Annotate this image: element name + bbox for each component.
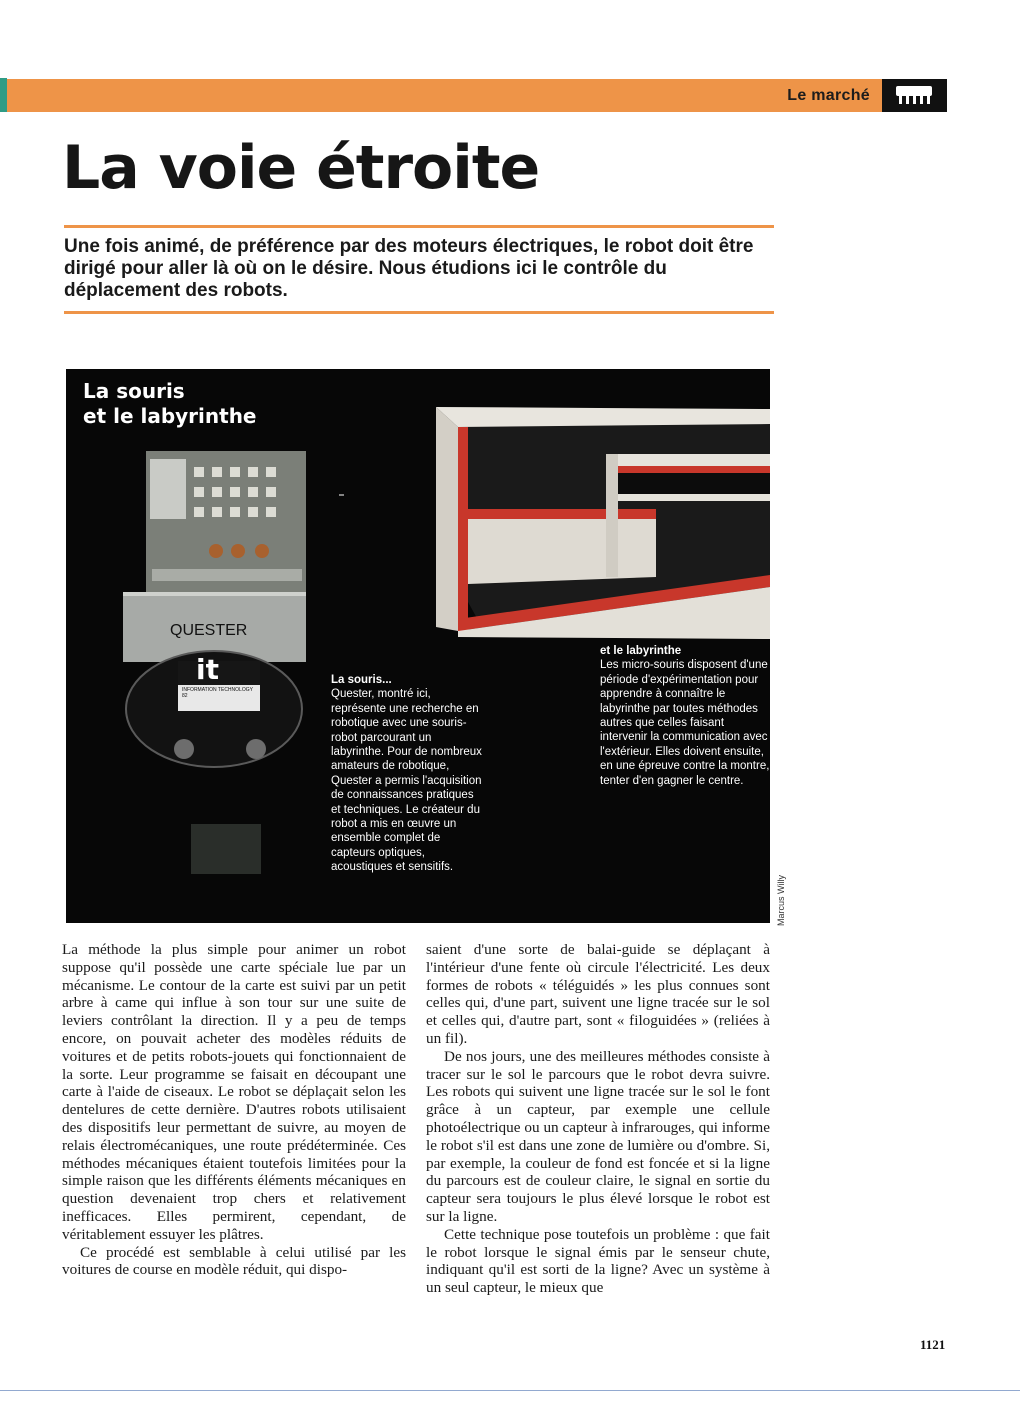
intro-bottom-rule	[64, 311, 774, 314]
body-paragraph: Ce procédé est semblable à celui utilisé par les voitures de course en modèle réduit, qui dispo-	[62, 1243, 406, 1279]
photo-credit: Marcus Willy	[776, 875, 786, 926]
caption-mouse	[331, 673, 483, 875]
caption-maze-text: Les micro-souris disposent d'une période d'expérimentation pour apprendre à connaître le labyrinthe par toutes méthodes autres que celles faisant intervenir la communication avec l'extérieur. Elles doivent ensuite, en une épreuve contre la montre, tenter d'en gagner le centre.	[600, 659, 770, 787]
body-column-2	[426, 941, 770, 1297]
body-paragraph: Cette technique pose toutefois un problème : que fait le robot lorsque le signal émis par le senseur chute, indiquant qu'il est sorti de la ligne? Avec un système à un seul capteur, le mieux que	[426, 1225, 770, 1297]
chip-icon	[882, 79, 947, 112]
page-number: 1121	[920, 1337, 946, 1352]
photo-title	[83, 379, 257, 429]
caption-mouse-text: Quester, montré ici, représente une recherche en robotique avec une souris-robot parcourant un labyrinthe. Pour de nombreux amateurs de robotique, Quester a permis l'acquisition de connaissances pratiques et techniques. Le créateur du robot a mis en œuvre un ensemble complet de capteurs optiques, acoustiques et sensitifs.	[331, 688, 482, 874]
body-paragraph: saient d'une sorte de balai-guide se déplaçant à l'intérieur d'une fente où circule l'électricité. Les deux formes de robots « téléguidés » les plus connues sont celles qui, d'une part, suivent une ligne tracée sur le sol et celles qui, d'autre part, sont « filoguidées » (reliées à un fil).	[426, 941, 770, 1047]
caption-maze	[600, 644, 770, 788]
robot-maze-photo	[66, 369, 770, 923]
caption-mouse-title: La souris...	[331, 674, 392, 686]
article-title: La voie étroite	[62, 133, 540, 203]
body-column-1	[62, 941, 406, 1279]
intro-top-rule	[64, 225, 774, 228]
section-label: Le marché	[787, 87, 870, 104]
photo-title-line-2: et le labyrinthe	[83, 404, 257, 428]
article-intro: Une fois animé, de préférence par des moteurs électriques, le robot doit être dirigé pour aller là où on le désire. Nous étudions ici le contrôle du déplacement des robots.	[64, 236, 754, 301]
robot-badge-text: INFORMATION TECHNOLOGY 82	[182, 687, 253, 699]
caption-maze-title: et le labyrinthe	[600, 645, 682, 657]
bottom-edge-line	[0, 1390, 1020, 1391]
photo-title-line-1: La souris	[83, 379, 185, 403]
body-paragraph: De nos jours, une des meilleures méthodes consiste à tracer sur le sol le parcours que le robot devra suivre. Les robots qui suivent une ligne tracée sur le sol le font grâce à un capteur, par exemple une cellule photoélectrique ou un capteur à infrarouges, qui informe le robot s'il est dans une zone de lumière ou d'ombre. Si, par exemple, la couleur de fond est foncée et si la ligne du parcours est de couleur claire, le signal en sortie du capteur sera toujours le plus élevé lorsque le robot est sur la ligne.	[426, 1047, 770, 1225]
robot-label: QUESTER	[170, 622, 248, 639]
page-edge-marker	[0, 78, 7, 112]
robot-badge-logo: it	[196, 653, 219, 686]
body-paragraph: La méthode la plus simple pour animer un robot suppose qu'il possède une carte spéciale lue par un mécanisme. Le contour de la carte est suivi par un petit arbre à came qui influe à son tour sur une suite de leviers contrôlant la direction. Il y a peu de temps encore, on pouvait acheter des modèles réduits de voitures et de petits robots-jouets qui fonctionnaient de la sorte. Leur programme se faisait en découpant une carte à l'aide de ciseaux. Le robot se déplaçait selon les dentelures de cette dernière. D'autres robots utilisaient des dispositifs leur permettant de suivre, au moyen de relais électromécaniques, une route prédéterminée. Ces méthodes mécaniques étaient toutefois limitées pour la simple raison que les différents éléments mécaniques en question devenaient trop chers et relativement inefficaces. Elles permirent, cependant, de véritablement essuyer les plâtres.	[62, 941, 406, 1243]
